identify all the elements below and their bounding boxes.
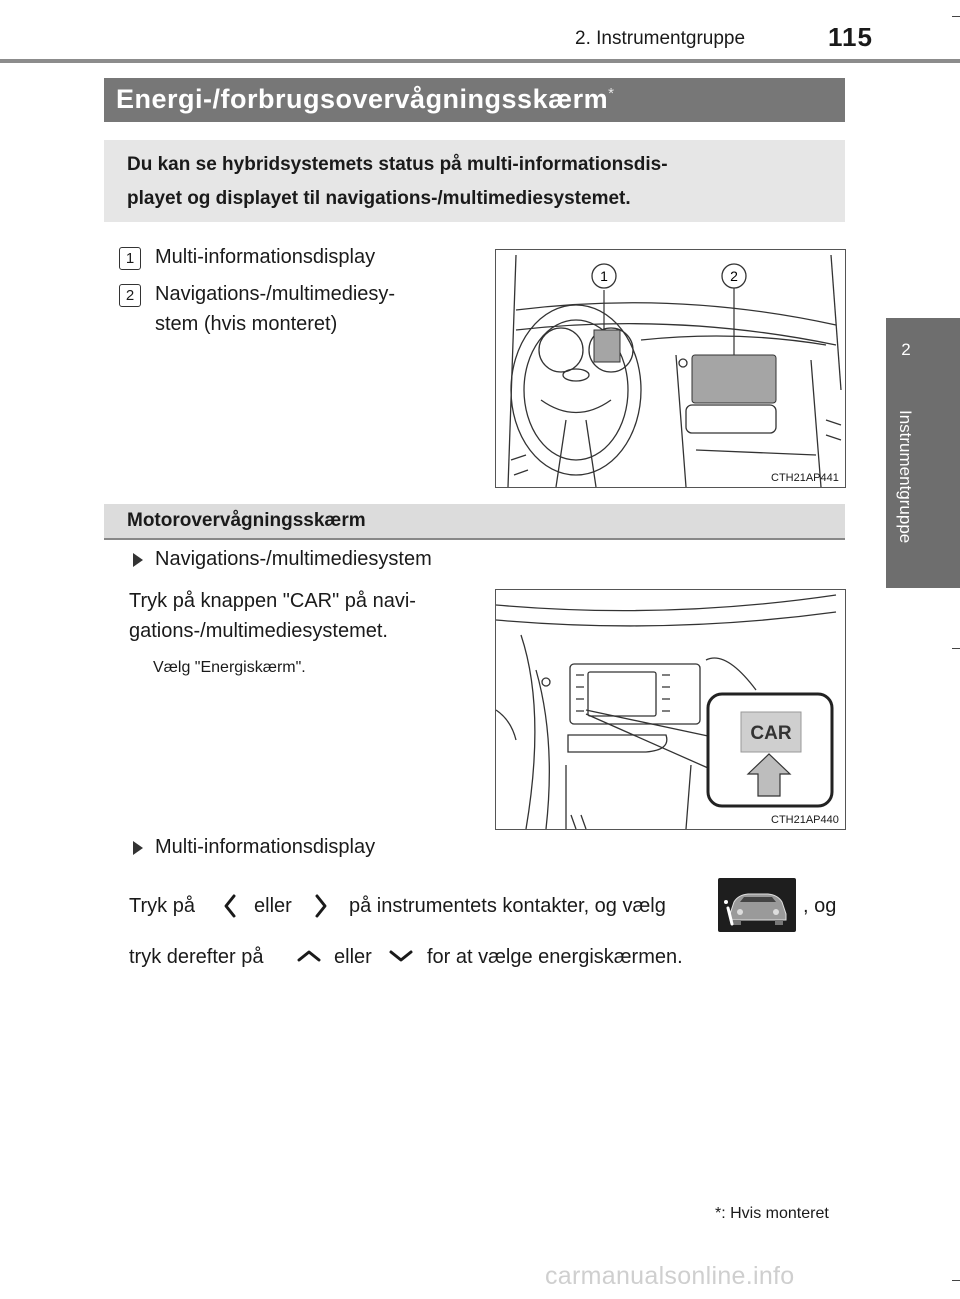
chevron-right-icon [313,893,329,919]
subheading: Motorovervågningsskærm [127,510,366,531]
instr-row2-b: eller [334,946,372,968]
chevron-down-icon [387,948,415,964]
legend-item-2: Navigations-/multimediesy- [155,283,396,305]
bullet-multi-info: Multi-informationsdisplay [155,836,376,858]
instr-row1-d: , og [803,895,837,917]
triangle-bullet-icon [133,841,143,855]
highlight-nav-screen [692,355,776,403]
nav-instruction-line-2: gations-/multimediesystemet. [129,620,388,642]
nav-step: Vælg "Energiskærm". [153,659,306,676]
header-rule [0,59,960,63]
car-button-illustration [496,590,845,829]
figure-code-2: CTH21AP440 [771,814,839,826]
intro-line-2: playet og displayet til navigations-/multimediesystemet. [127,188,631,209]
chapter-label: Instrumentgruppe [896,410,915,544]
instr-row1-a: Tryk på [129,895,195,917]
crop-mark [952,648,960,649]
bullet-nav-system: Navigations-/multimediesystem [155,548,432,570]
car-button-figure [495,589,846,830]
watermark: carmanualsonline.info [545,1262,795,1290]
figure-code-1: CTH21AP441 [771,472,839,484]
crop-mark [952,16,960,17]
page-title: Energi-/forbrugsovervågningsskærm* [116,84,615,114]
triangle-bullet-icon [133,553,143,567]
callout-2: 2 [730,268,738,284]
legend-item-1: Multi-informationsdisplay [155,246,376,268]
nav-instruction-line-1: Tryk på knappen "CAR" på navi- [129,590,416,612]
car-button-label: CAR [750,723,792,744]
dashboard-figure [495,249,846,488]
chevron-up-icon [295,948,323,964]
instr-row2-c: for at vælge energiskærmen. [427,946,683,968]
footnote: *: Hvis monteret [715,1205,829,1222]
instr-row2-a: tryk derefter på [129,946,264,968]
crop-mark [952,1280,960,1281]
asterisk-marker: * [608,85,615,102]
asterisk-marker: * [715,1205,722,1222]
dashboard-illustration [496,250,845,487]
chapter-number: 2 [901,340,911,359]
car-settings-icon [718,878,796,932]
chevron-left-icon [222,893,238,919]
highlight-multi-info-display [594,330,620,362]
instr-row1-b: eller [254,895,292,917]
instr-row1-c: på instrumentets kontakter, og vælg [349,895,666,917]
intro-line-1: Du kan se hybridsystemets status på multi-informationsdis- [127,154,668,175]
subheading-rule [104,538,845,540]
callout-1: 1 [600,268,608,284]
legend-item-2-cont: stem (hvis monteret) [155,313,338,335]
legend-number-1: 1 [119,247,141,270]
section-title: 2. Instrumentgruppe [575,28,746,49]
page-number: 115 [828,22,873,52]
legend-number-2: 2 [119,284,141,307]
